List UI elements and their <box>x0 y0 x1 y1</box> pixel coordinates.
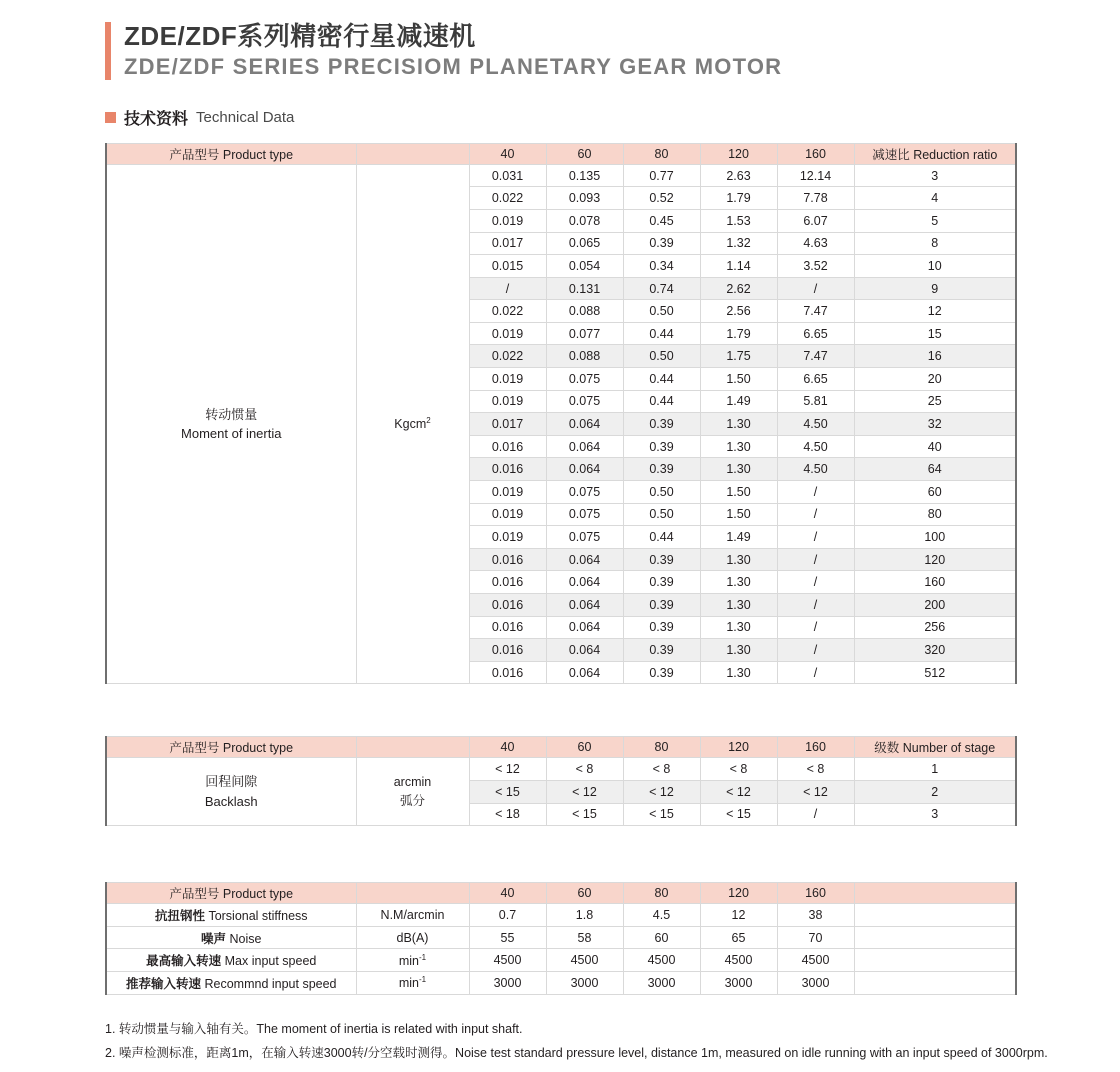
cell-value: 0.39 <box>623 639 700 662</box>
header-unit-blank <box>356 143 469 164</box>
footnote-1: 1. 转动惯量与输入轴有关。The moment of inertia is related with input shaft. <box>105 1021 523 1036</box>
cell-value: 0.064 <box>546 639 623 662</box>
cell-value: 0.019 <box>469 390 546 413</box>
header-size-60: 60 <box>546 143 623 164</box>
cell-value: 0.075 <box>546 390 623 413</box>
row-label-english: Backlash <box>204 793 258 809</box>
cell-ratio: 16 <box>854 345 1016 368</box>
row-label-english: Torsional stiffness <box>208 908 308 923</box>
cell-value: 0.44 <box>623 368 700 391</box>
cell-ratio: 60 <box>854 481 1016 504</box>
header-size-60: 60 <box>546 883 623 904</box>
section-label-chinese: 技术资料 <box>124 110 189 128</box>
cell-ratio: 8 <box>854 232 1016 255</box>
cell-value: 1.30 <box>700 594 777 617</box>
backlash-table <box>105 736 1017 826</box>
row-label-english: Moment of inertia <box>181 426 282 442</box>
cell-ratio: 320 <box>854 639 1016 662</box>
cell-value: / <box>777 571 854 594</box>
cell-value: 0.50 <box>623 481 700 504</box>
unit-exponent: -1 <box>419 952 427 962</box>
cell-value: 0.016 <box>469 458 546 481</box>
cell-value: 0.016 <box>469 639 546 662</box>
cell-value: 4.50 <box>777 413 854 436</box>
footnotes <box>105 1017 1065 1066</box>
cell-value: 3000 <box>623 971 700 994</box>
header-size-160: 160 <box>777 883 854 904</box>
title-english: ZDE/ZDF SERIES PRECISIOM PLANETARY GEAR MOTOR <box>124 54 783 80</box>
footnote-2: 2. 噪声检测标准，距离1m，在输入转速3000转/分空载时测得。Noise test standard pressure level, distance 1m, measured on idle running with an input speed of 3000rpm. <box>105 1045 1048 1060</box>
row-unit <box>356 949 469 972</box>
cell-value: 4500 <box>469 949 546 972</box>
row-unit-arcmin <box>356 758 469 826</box>
cell-value: 7.47 <box>777 300 854 323</box>
cell-value: 3.52 <box>777 255 854 278</box>
cell-value: 0.017 <box>469 413 546 436</box>
cell-value: 4500 <box>700 949 777 972</box>
cell-ratio: 160 <box>854 571 1016 594</box>
cell-value: 0.39 <box>623 413 700 436</box>
row-label-recommend-input-speed <box>106 971 356 994</box>
row-label-backlash <box>106 758 356 826</box>
cell-value: 0.135 <box>546 164 623 187</box>
moment-of-inertia-table <box>105 143 1017 685</box>
cell-value: / <box>777 803 854 826</box>
cell-value: 0.019 <box>469 322 546 345</box>
cell-value: 0.075 <box>546 503 623 526</box>
cell-value: 0.075 <box>546 481 623 504</box>
cell-value: 6.65 <box>777 322 854 345</box>
row-label-chinese: 转动惯量 <box>205 406 258 422</box>
cell-value: < 15 <box>623 803 700 826</box>
cell-value: 0.39 <box>623 616 700 639</box>
header-size-160: 160 <box>777 143 854 164</box>
table-row <box>106 949 1016 972</box>
cell-value: 1.30 <box>700 661 777 684</box>
cell-value: 2.56 <box>700 300 777 323</box>
cell-stage: 3 <box>854 803 1016 826</box>
cell-value: 0.016 <box>469 548 546 571</box>
cell-value: 3000 <box>700 971 777 994</box>
table-row <box>106 926 1016 949</box>
header-size-80: 80 <box>623 737 700 758</box>
cell-ratio: 80 <box>854 503 1016 526</box>
cell-stage: 2 <box>854 780 1016 803</box>
cell-value: 65 <box>700 926 777 949</box>
table-row <box>106 758 1016 781</box>
cell-value: < 8 <box>623 758 700 781</box>
cell-value: 4.50 <box>777 458 854 481</box>
cell-value: 55 <box>469 926 546 949</box>
cell-ratio: 25 <box>854 390 1016 413</box>
cell-value: 0.019 <box>469 368 546 391</box>
header-size-40: 40 <box>469 143 546 164</box>
cell-value: 1.30 <box>700 435 777 458</box>
section-title <box>105 106 1120 129</box>
cell-ratio: 12 <box>854 300 1016 323</box>
cell-value: < 8 <box>546 758 623 781</box>
cell-value: / <box>777 639 854 662</box>
cell-value: 0.39 <box>623 571 700 594</box>
table-row <box>106 971 1016 994</box>
cell-value: 0.075 <box>546 368 623 391</box>
cell-value: 0.022 <box>469 345 546 368</box>
cell-value: / <box>777 526 854 549</box>
cell-empty <box>854 949 1016 972</box>
cell-value: < 15 <box>546 803 623 826</box>
specifications-table <box>105 882 1017 994</box>
cell-value: 1.14 <box>700 255 777 278</box>
unit-exponent: 2 <box>426 415 431 425</box>
cell-value: 1.49 <box>700 526 777 549</box>
cell-value: 0.065 <box>546 232 623 255</box>
cell-value: 12.14 <box>777 164 854 187</box>
square-bullet-icon <box>105 112 116 123</box>
cell-empty <box>854 971 1016 994</box>
cell-value: 0.088 <box>546 345 623 368</box>
cell-value: 1.30 <box>700 458 777 481</box>
cell-value: < 12 <box>700 780 777 803</box>
cell-value: 4.50 <box>777 435 854 458</box>
row-label-torsional-stiffness <box>106 904 356 927</box>
unit-text: dB(A) <box>396 931 429 946</box>
cell-empty <box>854 904 1016 927</box>
cell-value: 1.50 <box>700 481 777 504</box>
cell-value: 2.63 <box>700 164 777 187</box>
row-label-moment-of-inertia <box>106 164 356 684</box>
cell-value: 4500 <box>546 949 623 972</box>
header-size-40: 40 <box>469 737 546 758</box>
cell-value: 4.5 <box>623 904 700 927</box>
cell-value: 0.022 <box>469 300 546 323</box>
cell-value: / <box>469 277 546 300</box>
cell-value: 1.50 <box>700 503 777 526</box>
specifications-table-wrap <box>105 882 1015 994</box>
row-label-chinese: 推荐输入转速 <box>125 976 201 991</box>
cell-value: < 12 <box>623 780 700 803</box>
cell-ratio: 512 <box>854 661 1016 684</box>
cell-value: < 12 <box>546 780 623 803</box>
header-empty <box>854 883 1016 904</box>
cell-value: 4.63 <box>777 232 854 255</box>
row-label-chinese: 最高输入转速 <box>146 954 222 969</box>
cell-ratio: 10 <box>854 255 1016 278</box>
cell-value: 0.50 <box>623 300 700 323</box>
cell-value: 0.52 <box>623 187 700 210</box>
row-unit <box>356 926 469 949</box>
cell-value: 0.50 <box>623 345 700 368</box>
unit-text: Kgcm <box>394 416 427 431</box>
cell-value: 0.019 <box>469 503 546 526</box>
cell-value: < 15 <box>700 803 777 826</box>
row-label-english: Max input speed <box>224 954 317 969</box>
table-row <box>106 904 1016 927</box>
cell-value: 60 <box>623 926 700 949</box>
cell-ratio: 256 <box>854 616 1016 639</box>
cell-value: 0.016 <box>469 594 546 617</box>
cell-value: < 18 <box>469 803 546 826</box>
row-label-english: Recommnd input speed <box>204 976 337 991</box>
row-unit <box>356 971 469 994</box>
cell-value: < 12 <box>777 780 854 803</box>
cell-value: 0.016 <box>469 435 546 458</box>
table-row <box>106 164 1016 187</box>
table-header-row <box>106 143 1016 164</box>
header-unit-blank <box>356 737 469 758</box>
cell-value: 0.44 <box>623 526 700 549</box>
row-label-noise <box>106 926 356 949</box>
cell-value: 0.054 <box>546 255 623 278</box>
row-label-max-input-speed <box>106 949 356 972</box>
unit-english: arcmin <box>393 775 432 790</box>
cell-value: 12 <box>700 904 777 927</box>
cell-value: 0.064 <box>546 413 623 436</box>
header-size-120: 120 <box>700 883 777 904</box>
cell-value: 5.81 <box>777 390 854 413</box>
header-size-120: 120 <box>700 737 777 758</box>
cell-value: 0.016 <box>469 571 546 594</box>
header-size-160: 160 <box>777 737 854 758</box>
cell-value: 0.064 <box>546 661 623 684</box>
cell-value: 0.39 <box>623 435 700 458</box>
cell-value: 0.74 <box>623 277 700 300</box>
header-unit-blank <box>356 883 469 904</box>
cell-value: 0.019 <box>469 209 546 232</box>
table-header-row <box>106 883 1016 904</box>
section-label-english: Technical Data <box>196 108 295 126</box>
header-size-40: 40 <box>469 883 546 904</box>
header-size-60: 60 <box>546 737 623 758</box>
header-reduction-ratio: 减速比 Reduction ratio <box>854 143 1016 164</box>
cell-value: 0.064 <box>546 616 623 639</box>
backlash-table-wrap <box>105 736 1015 826</box>
header-size-80: 80 <box>623 883 700 904</box>
cell-value: 0.031 <box>469 164 546 187</box>
cell-value: 0.7 <box>469 904 546 927</box>
row-unit-kgcm2 <box>356 164 469 684</box>
cell-ratio: 40 <box>854 435 1016 458</box>
cell-value: 0.015 <box>469 255 546 278</box>
cell-value: 0.064 <box>546 594 623 617</box>
cell-value: 1.30 <box>700 548 777 571</box>
cell-stage: 1 <box>854 758 1016 781</box>
cell-ratio: 64 <box>854 458 1016 481</box>
cell-value: < 15 <box>469 780 546 803</box>
cell-value: 2.62 <box>700 277 777 300</box>
cell-value: 0.34 <box>623 255 700 278</box>
cell-ratio: 100 <box>854 526 1016 549</box>
cell-value: / <box>777 616 854 639</box>
cell-ratio: 9 <box>854 277 1016 300</box>
cell-value: 0.50 <box>623 503 700 526</box>
header-product-type: 产品型号 Product type <box>106 883 356 904</box>
cell-value: 0.39 <box>623 232 700 255</box>
cell-value: 1.75 <box>700 345 777 368</box>
cell-value: / <box>777 661 854 684</box>
cell-value: 0.019 <box>469 481 546 504</box>
header-size-80: 80 <box>623 143 700 164</box>
cell-value: 58 <box>546 926 623 949</box>
cell-value: 1.50 <box>700 368 777 391</box>
cell-ratio: 4 <box>854 187 1016 210</box>
cell-value: 0.39 <box>623 548 700 571</box>
page-header <box>105 22 1120 80</box>
cell-value: 4500 <box>623 949 700 972</box>
cell-ratio: 200 <box>854 594 1016 617</box>
cell-value: 7.47 <box>777 345 854 368</box>
header-size-120: 120 <box>700 143 777 164</box>
cell-value: / <box>777 503 854 526</box>
cell-ratio: 32 <box>854 413 1016 436</box>
cell-value: 0.093 <box>546 187 623 210</box>
header-product-type: 产品型号 Product type <box>106 143 356 164</box>
cell-value: 70 <box>777 926 854 949</box>
cell-value: 0.44 <box>623 322 700 345</box>
title-chinese: ZDE/ZDF系列精密行星减速机 <box>124 21 476 51</box>
cell-value: 0.064 <box>546 458 623 481</box>
row-label-chinese: 回程间隙 <box>205 774 258 790</box>
cell-value: 1.53 <box>700 209 777 232</box>
page <box>0 22 1120 1072</box>
row-unit <box>356 904 469 927</box>
cell-value: 0.44 <box>623 390 700 413</box>
cell-value: 0.077 <box>546 322 623 345</box>
cell-value: 4500 <box>777 949 854 972</box>
cell-value: 0.088 <box>546 300 623 323</box>
cell-value: 0.022 <box>469 187 546 210</box>
cell-value: 1.49 <box>700 390 777 413</box>
cell-value: 1.30 <box>700 639 777 662</box>
cell-ratio: 120 <box>854 548 1016 571</box>
moment-of-inertia-table-wrap <box>105 143 1015 685</box>
cell-value: / <box>777 594 854 617</box>
cell-value: 0.016 <box>469 661 546 684</box>
cell-value: 0.017 <box>469 232 546 255</box>
cell-value: 0.064 <box>546 435 623 458</box>
cell-value: 0.075 <box>546 526 623 549</box>
cell-value: 3000 <box>777 971 854 994</box>
cell-value: 0.39 <box>623 661 700 684</box>
cell-value: 6.65 <box>777 368 854 391</box>
unit-exponent: -1 <box>419 975 427 985</box>
row-label-chinese: 噪声 <box>201 931 227 946</box>
cell-value: 0.064 <box>546 571 623 594</box>
cell-ratio: 20 <box>854 368 1016 391</box>
cell-value: 1.32 <box>700 232 777 255</box>
cell-value: 1.8 <box>546 904 623 927</box>
cell-ratio: 15 <box>854 322 1016 345</box>
unit-chinese: 弧分 <box>399 793 425 808</box>
unit-text: min <box>398 976 420 991</box>
header-number-of-stage: 级数 Number of stage <box>854 737 1016 758</box>
spacer <box>0 826 1120 882</box>
cell-value: 0.064 <box>546 548 623 571</box>
cell-value: 3000 <box>546 971 623 994</box>
cell-value: < 8 <box>700 758 777 781</box>
cell-value: 0.45 <box>623 209 700 232</box>
cell-empty <box>854 926 1016 949</box>
cell-value: 7.78 <box>777 187 854 210</box>
header-product-type: 产品型号 Product type <box>106 737 356 758</box>
row-label-chinese: 抗扭钢性 <box>154 908 205 923</box>
cell-value: 0.016 <box>469 616 546 639</box>
cell-value: 1.79 <box>700 322 777 345</box>
cell-value: 0.078 <box>546 209 623 232</box>
cell-value: < 12 <box>469 758 546 781</box>
cell-value: 38 <box>777 904 854 927</box>
row-label-english: Noise <box>229 931 262 946</box>
cell-value: 1.79 <box>700 187 777 210</box>
cell-value: 3000 <box>469 971 546 994</box>
cell-value: 0.019 <box>469 526 546 549</box>
cell-value: 6.07 <box>777 209 854 232</box>
cell-value: 1.30 <box>700 571 777 594</box>
cell-value: 0.77 <box>623 164 700 187</box>
unit-text: min <box>398 953 420 968</box>
cell-value: / <box>777 277 854 300</box>
cell-value: 1.30 <box>700 413 777 436</box>
cell-value: < 8 <box>777 758 854 781</box>
table-header-row <box>106 737 1016 758</box>
cell-ratio: 5 <box>854 209 1016 232</box>
cell-value: / <box>777 548 854 571</box>
unit-text: N.M/arcmin <box>380 908 445 923</box>
cell-value: 0.39 <box>623 594 700 617</box>
cell-value: 0.39 <box>623 458 700 481</box>
cell-value: / <box>777 481 854 504</box>
cell-ratio: 3 <box>854 164 1016 187</box>
cell-value: 0.131 <box>546 277 623 300</box>
cell-value: 1.30 <box>700 616 777 639</box>
spacer <box>0 684 1120 736</box>
